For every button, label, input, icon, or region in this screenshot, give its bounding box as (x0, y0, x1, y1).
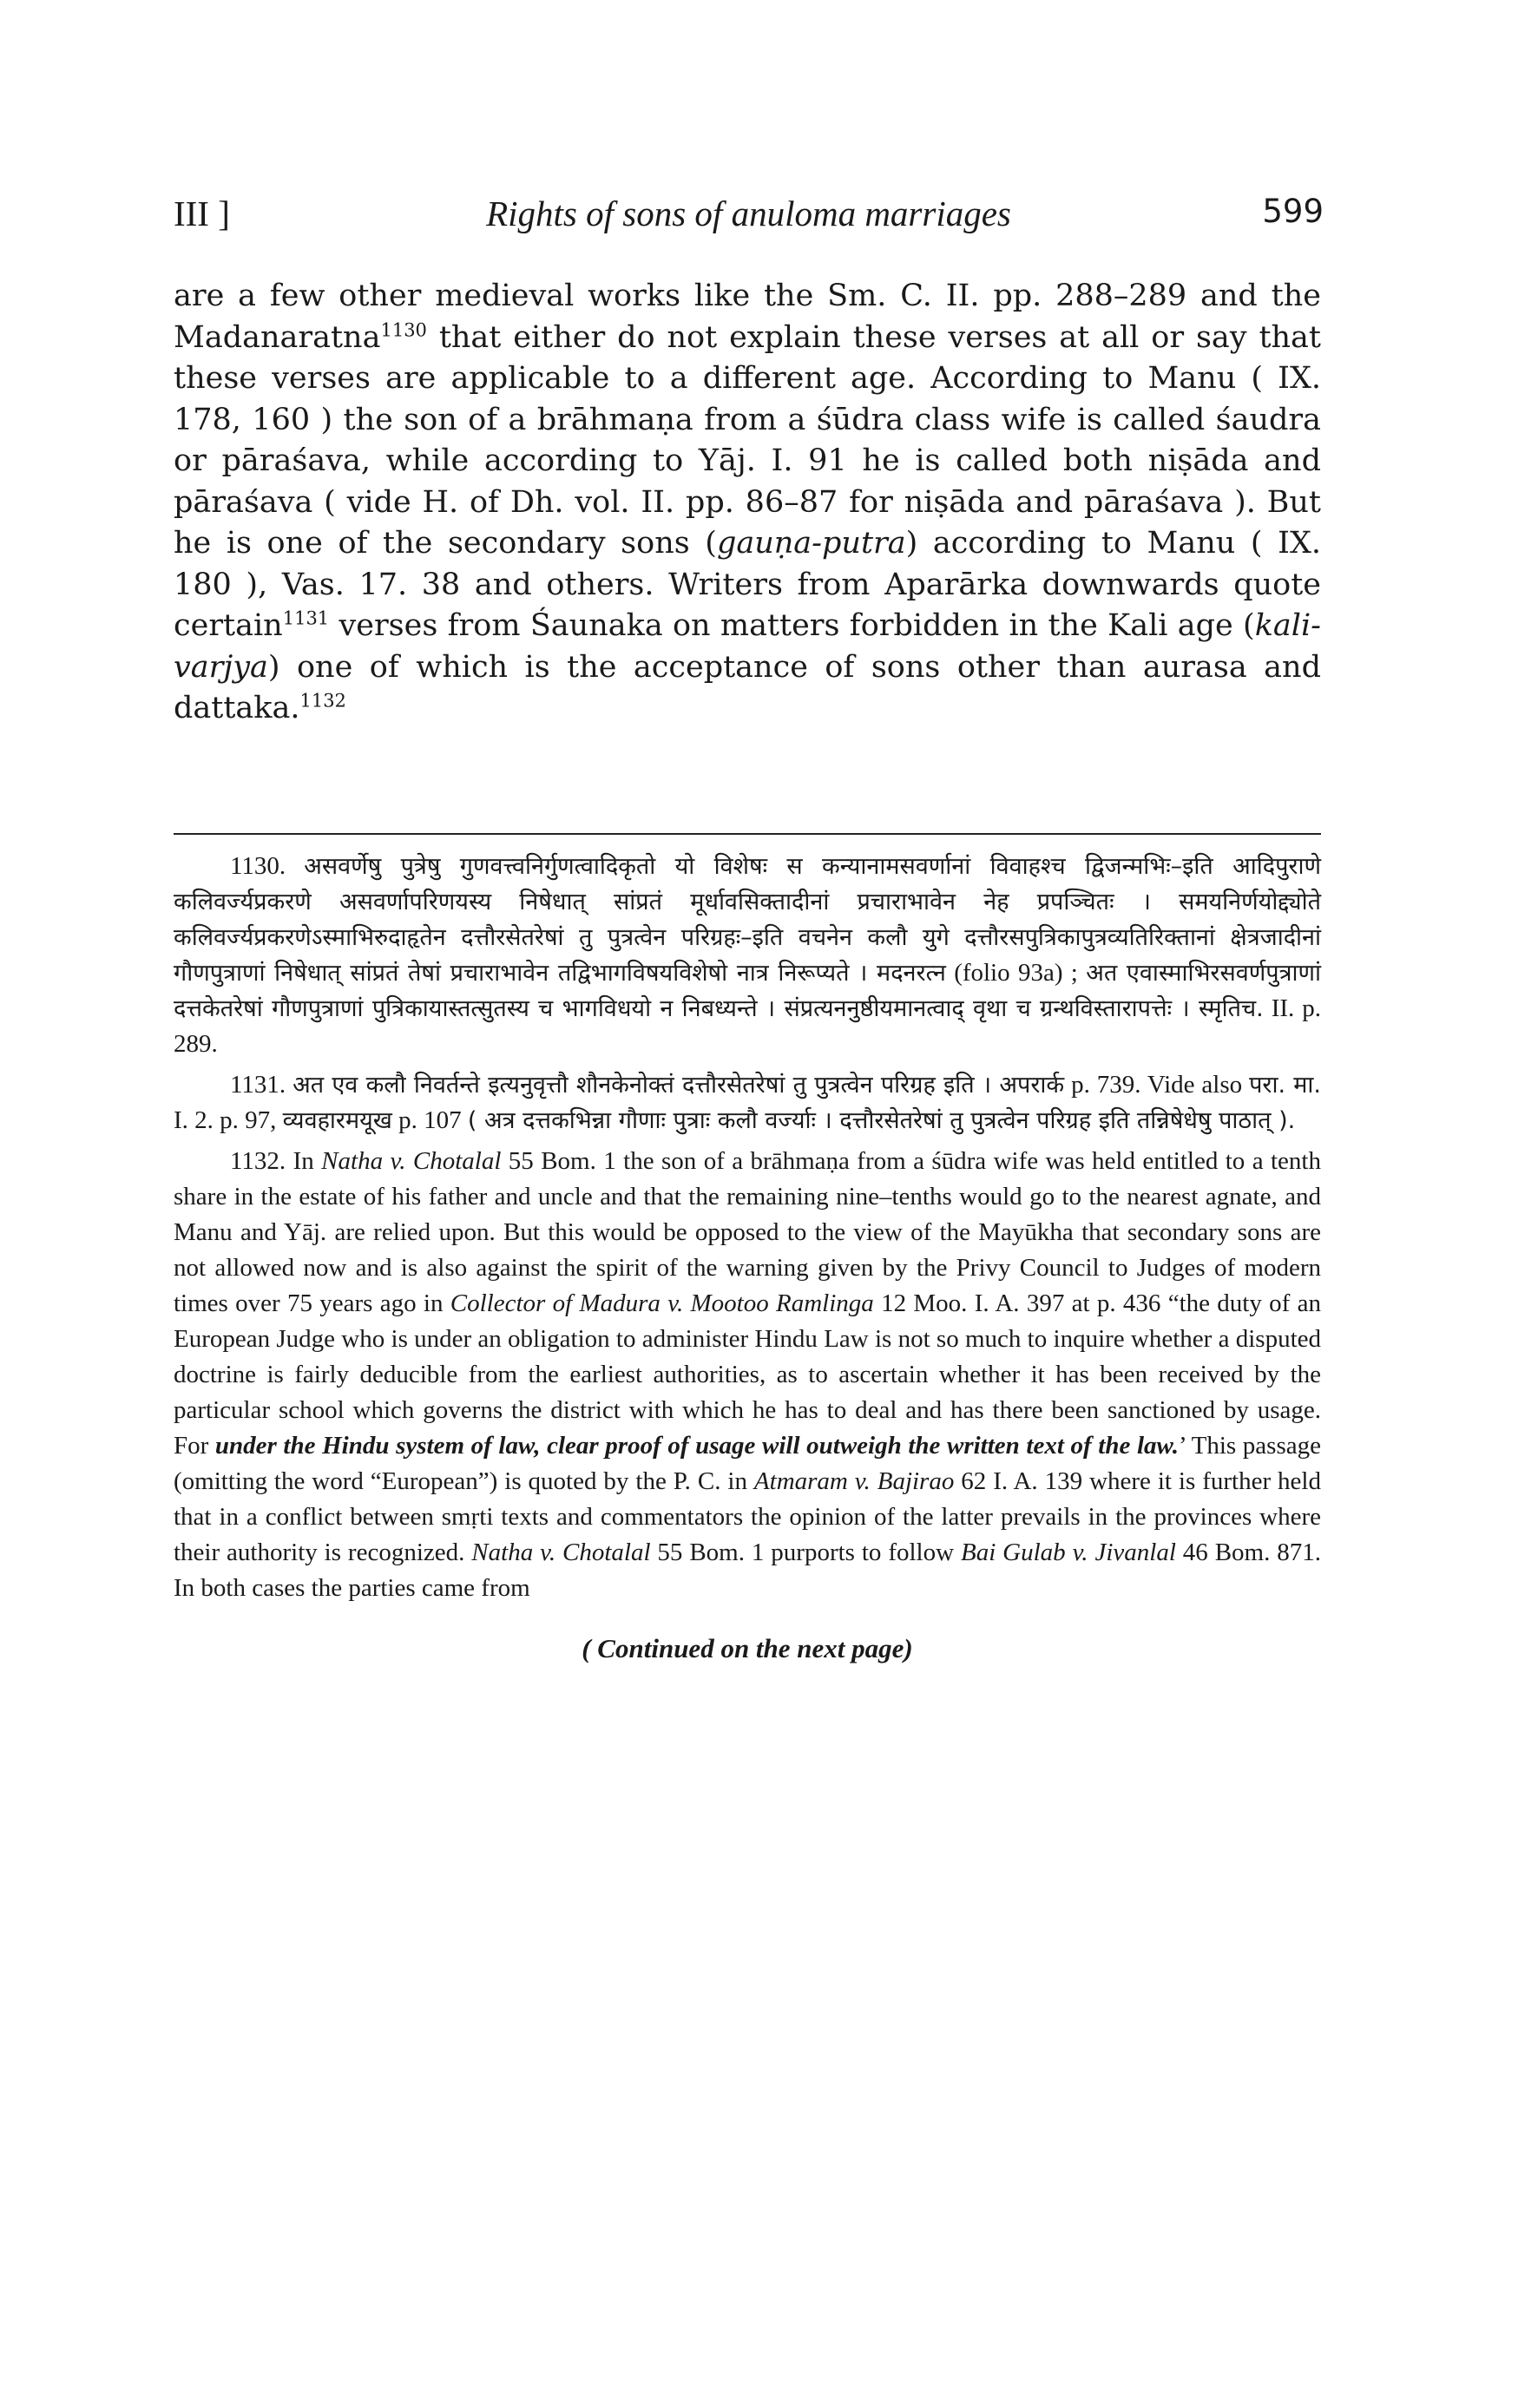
sanskrit-source: परा. मा. (1249, 1072, 1322, 1099)
sanskrit-source: व्यवहारमयूख (282, 1107, 392, 1134)
footnote-ref-1130[interactable]: 1130 (380, 318, 427, 340)
case-name: Collector of Madura v. Mootoo Ramlinga (450, 1289, 874, 1317)
sanskrit-quote: ( अत्र दत्तकभिन्ना गौणाः पुत्राः कलौ वर्ज्याः । दत्तौरसेतरेषां तु पुत्रत्वेन परिग्रह इति तन्निषेधेषु पाठात् ). (467, 1107, 1296, 1134)
footnotes (174, 849, 1321, 1611)
continued-notice: ( Continued on the next page) (582, 1633, 913, 1663)
footnote-number: 1132. (230, 1147, 286, 1175)
sanskrit-quote: असवर्णेषु पुत्रेषु गुणवत्त्वनिर्गुणत्वादिकृतो यो विशेषः स कन्यानामसवर्णानां विवाहश्च द्विजन्मभिः–इति आदिपुराणे कलिवर्ज्यप्रकरणे असवर्णापरिणयस्य निषेधात् सांप्रतं मूर्धावसिक्तादीनां प्रचाराभावेन नेह प्रपञ्चितः । समयनिर्णयोद्द्योते कलिवर्ज्यप्रकरणेऽस्माभिरुदाहृतेन दत्तौरसेतरेषां तु पुत्रत्वेन परिग्रहः–इति वचनेन कलौ युगे दत्तौरसपुत्रिकापुत्रव्यतिरिक्तानां क्षेत्रजादीनां गौणपुत्राणां निषेधात् सांप्रतं तेषां प्रचाराभावेन तद्विभागविषयविशेषो नात्र निरूप्यते । मदनरत्न (174, 853, 1321, 987)
footnote-text: ’ This passage (omitting the word “European”) is quoted by the P. C. in (174, 1432, 1321, 1495)
running-title: Rights of sons of anuloma marriages (486, 194, 1011, 233)
footnote-text: In (286, 1147, 322, 1175)
body-text: ) one of which is the acceptance of sons other than aurasa and dattaka. (174, 649, 1321, 725)
body-text: verses from Śaunaka on matters forbidden in the Kali age ( (329, 608, 1255, 643)
case-name: Bai Gulab v. Jivanlal (960, 1539, 1176, 1566)
case-name: Natha v. Chotalal (471, 1539, 651, 1566)
term-gauna-putra: gauṇa-putra (716, 526, 906, 561)
section-marker: III ] (174, 194, 230, 233)
running-head (174, 193, 1324, 245)
citation: (folio 93a) ; (945, 959, 1087, 987)
footnote-text: 46 Bom. 871. In both cases the parties came from (174, 1539, 1322, 1602)
body-text: ) according to Manu ( IX. 180 ), Vas. 17. 38 and others. Writers from Aparārka downwards quote certain (174, 526, 1321, 643)
body-text: that either do not explain these verses at all or say that these verses are applicable to a different age. According to Manu ( IX. 178, 160 ) the son of a brāhmaṇa from a śūdra class wife is called śaudra or pāraśava, while according to Yāj. I. 91 he is called both niṣāda and pāraśava ( vide H. of Dh. vol. II. pp. 86–87 for niṣāda and pāraśava ). But he is one of the secondary sons ( (174, 319, 1321, 561)
footnote-text: 55 Bom. 1 the son of a brāhmaṇa from a śūdra wife was held entitled to a tenth share in the estate of his father and uncle and that the remaining nine–tenths would go to the nearest agnate, and Manu and Yāj. are relied upon. But this would be opposed to the view of the Mayūkha that secondary sons are not allowed now and is also against the spirit of the warning given by the Privy Council to Judges of modern times over 75 years ago in (174, 1147, 1321, 1317)
footnote-1131 (174, 1067, 1321, 1138)
case-name: Natha v. Chotalal (321, 1147, 502, 1175)
body-paragraph (174, 276, 1321, 730)
footnote-number: 1131. (230, 1071, 286, 1099)
case-name: Atmaram v. Bajirao (753, 1467, 955, 1495)
footnote-text: 62 I. A. 139 where it is further held that in a conflict between smṛti texts and commentators the opinion of the latter prevails in the provinces where their authority is recognized. (174, 1467, 1321, 1566)
citation: I. 2. p. 97, (174, 1106, 283, 1134)
citation: II. p. 289. (174, 994, 1321, 1058)
citation: p. 107 (391, 1106, 468, 1134)
footnote-number: 1130. (230, 852, 286, 880)
body-text: are a few other medieval works like the Sm. C. II. pp. 288–289 and the Madanaratna (174, 279, 1321, 355)
sanskrit-quote: अत एवास्माभिरसवर्णपुत्राणां दत्तकेतरेषां गौणपुत्राणां पुत्रिकायास्तत्सुतस्य च भागविधयो न निबध्यन्ते । संप्रत्यननुष्ठीयमानत्वाद् वृथा च ग्रन्थविस्तारापत्तेः । स्मृतिच. (174, 960, 1322, 1022)
sanskrit-quote: अत एव कलौ निवर्तन्ते इत्यनुवृत्तौ शौनकेनोक्तं दत्तौरसेतरेषां तु पुत्रत्वेन परिग्रह इति । अपरार्क (292, 1072, 1065, 1099)
emphasized-quote: under the Hindu system of law, clear proof of usage will outweigh the written text of the law. (214, 1432, 1180, 1460)
footnote-ref-1131[interactable]: 1131 (282, 607, 330, 629)
footnote-text: 55 Bom. 1 purports to follow (650, 1539, 961, 1566)
term-kali-varjya: kali-varjya (174, 608, 1321, 685)
page-number: 599 (1262, 193, 1324, 230)
footnote-1132 (174, 1144, 1321, 1606)
citation: p. 739. Vide also (1064, 1071, 1250, 1099)
footnote-ref-1132[interactable]: 1132 (299, 690, 346, 712)
footnote-text: 12 Moo. I. A. 397 at p. 436 “the duty of an European Judge who is under an obligation to administer Hindu Law is not so much to inquire whether a disputed doctrine is fairly deducible from the earliest authorities, as to ascertain whether it has been received by the particular school which governs the district with which he has to deal and has there been sanctioned by usage. For (174, 1289, 1321, 1460)
footnote-divider (174, 833, 1321, 835)
footnote-1130 (174, 849, 1321, 1062)
